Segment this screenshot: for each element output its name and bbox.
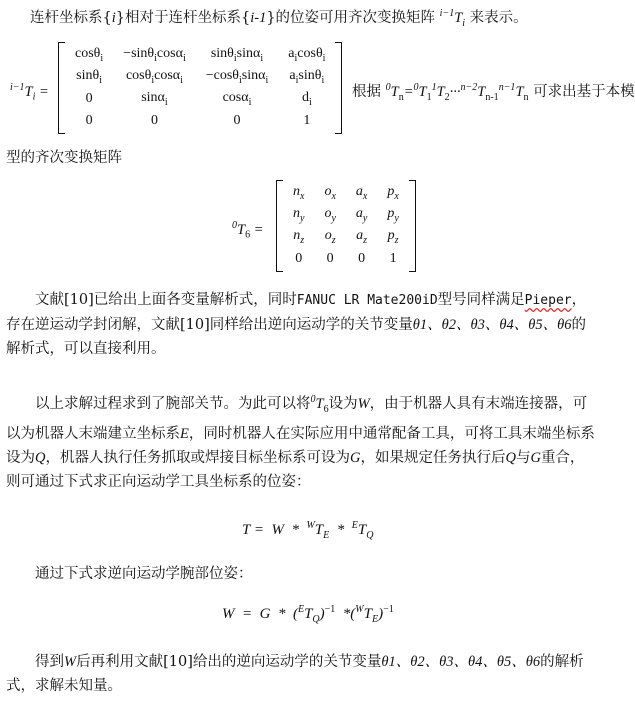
matrix-a-cell: 0 bbox=[85, 113, 93, 128]
matrix-a-cell: $d_i$ bbox=[301, 90, 312, 108]
matrix-a-cell: sinθ$_i$ bbox=[76, 68, 102, 86]
matrix-a-cell: sinθ$_i$sinα$_i$ bbox=[210, 46, 264, 64]
matrix-a-cell: cosα$_i$ bbox=[222, 90, 252, 108]
chain-product: $^0T_n=^0T_1^1T_2\cdot\cdot\cdot^{n-2}T_{n-1}^{n-1}T_n$ bbox=[385, 82, 529, 103]
matrix-b-lhs: $^0T_6$ = bbox=[232, 220, 264, 241]
equation-2: $W = G * (^ET_Q)^{-1}$ $*(^WT_E)^{-1}$ bbox=[222, 604, 394, 625]
equation-1: $T = W * ^WT_E * ^ET_Q$ bbox=[242, 520, 374, 541]
paragraph-2: 以上求解过程求到了腕部关节。为此可以将$^0T_6$设为W，由于机器人具有末端连接器，可以为机器人末端建立坐标系E，同时机器人在实际应用中通常配备工具，可将工具末端坐标系设为Q，机器人执行任务抓取或焊接目标坐标系可设为G，如果规定任务执行后Q与G重合，则可通过下式求正向运动学工具坐标系的位姿： bbox=[6, 394, 595, 490]
matrix-a-cell: 1 bbox=[303, 113, 311, 128]
matrix-a-cell: 0 bbox=[233, 113, 241, 128]
matrix-a-cell: −sinθ$_i$cosα$_i$ bbox=[123, 46, 186, 64]
matrix-a-cell: −cosθ$_i$sinα$_i$ bbox=[205, 68, 269, 86]
matrix-a-cell: 0 bbox=[85, 91, 93, 106]
matrix-a bbox=[58, 42, 342, 134]
transform-symbol: $^{i-1}T_i$ bbox=[439, 8, 466, 29]
paragraph-1: 文献[10]已给出上面各变量解析式，同时FANUC LR Mate200iD型号同样满足Pieper，存在逆运动学封闭解，文献[10]同样给出逆向运动学的关节变量θ1、θ2、θ3、θ4、θ5、θ6的解析式，可以直接利用。 bbox=[6, 292, 587, 357]
matrix-b: $n_x$ $o_x$ $a_x$ $p_x$ $n_y$ $o_y$ $a_y$ $p_y$ $n_z$ $o_z$ $a_z$ $p_z$ 0 0 0 1 bbox=[276, 180, 416, 272]
matrix-a-cell: cosθ$_i$cosα$_i$ bbox=[125, 68, 183, 86]
paragraph-4: 得到W后再利用文献[10]给出的逆向运动学的关节变量θ1、θ2、θ3、θ4、θ5、θ6的解析式，求解未知量。 bbox=[6, 654, 584, 694]
matrix-a-followup: 根据 $^0T_n=^0T_1^1T_2\cdot\cdot\cdot^{n-2}T_{n-1}^{n-1}T_n$ 可求出基于本模 bbox=[352, 82, 635, 103]
paragraph-3: 通过下式求逆向运动学腕部位姿： bbox=[35, 566, 253, 582]
matrix-a-cell: 0 bbox=[150, 113, 158, 128]
matrix-a-cell: $a_i\sin\theta_i$ bbox=[289, 68, 325, 86]
matrix-a-cell: sinα$_i$ bbox=[141, 90, 168, 108]
continue-line: 型的齐次变换矩阵 bbox=[6, 150, 122, 166]
intro-line: 连杆坐标系{i}相对于连杆坐标系{i-1}的位姿可用齐次变换矩阵 $^{i-1}T_i$ 来表示。 bbox=[30, 8, 528, 29]
matrix-a-cell: $a_i\cos\theta_i$ bbox=[288, 46, 326, 64]
matrix-a-lhs: $^{i-1}T_i$ = bbox=[10, 82, 49, 103]
matrix-a-cell: cosθ$_i$ bbox=[75, 46, 104, 64]
